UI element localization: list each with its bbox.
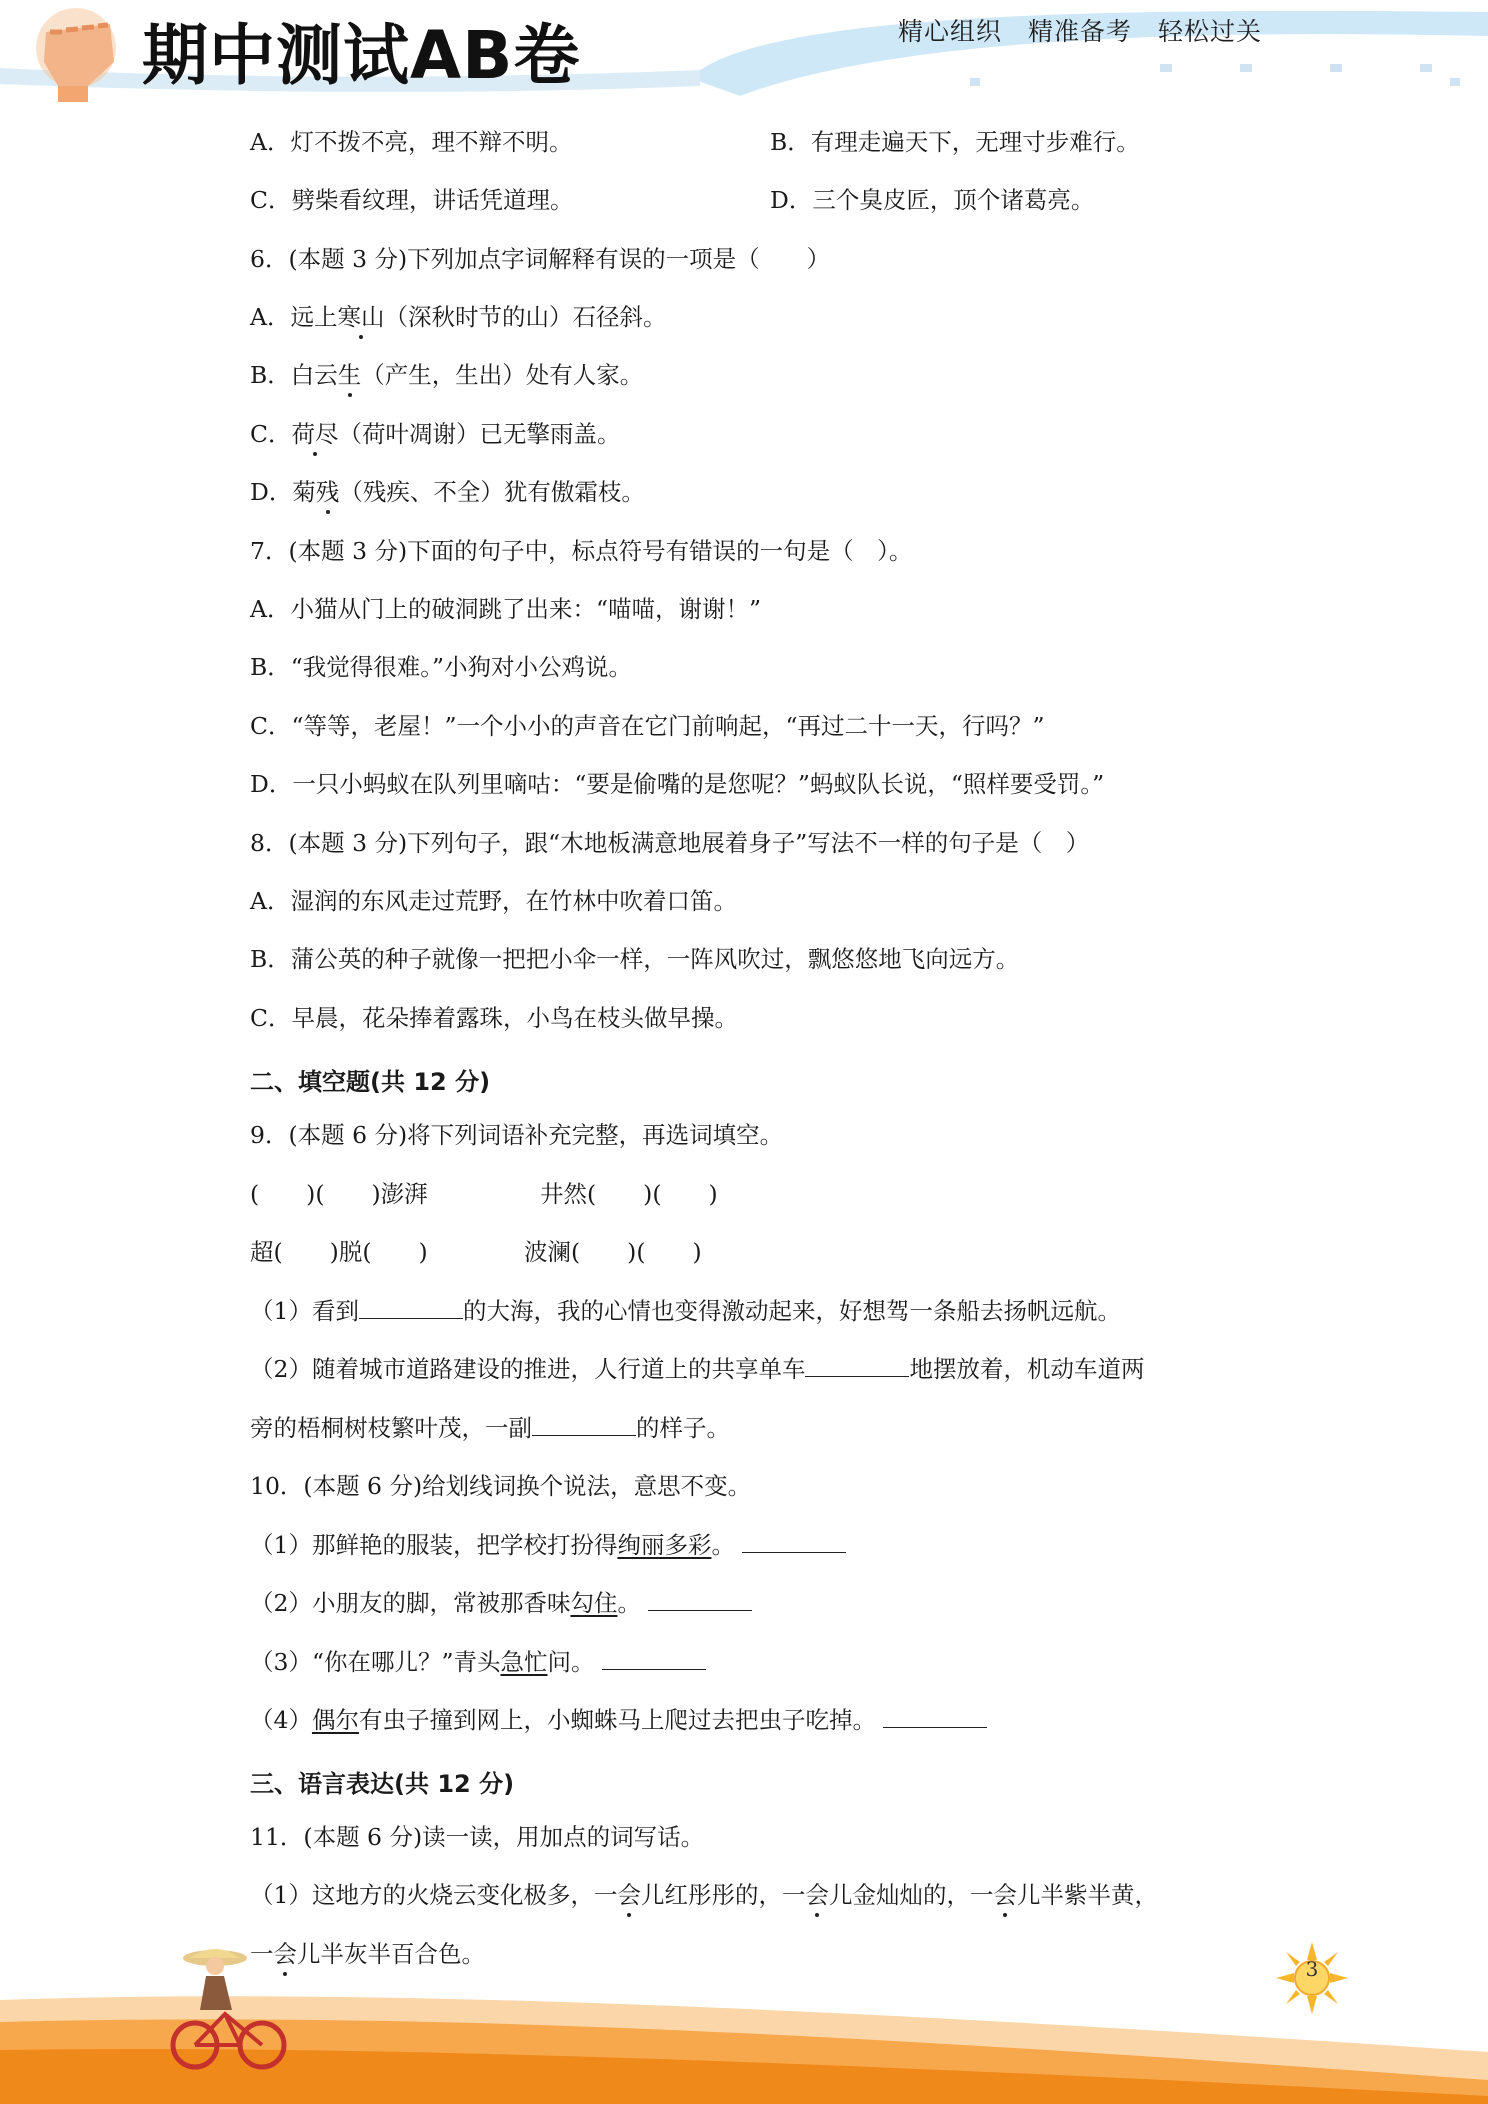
dotted-word: 寒山 <box>337 303 385 331</box>
q7-option-d: D．一只小蚂蚁在队列里嘀咕：“要是偷嘴的是您呢？”蚂蚁队长说，“照样要受罚。” <box>250 770 1105 798</box>
answer-blank[interactable] <box>602 1647 706 1670</box>
dotted-word: 一会儿 <box>593 1881 665 1909</box>
q6-option-b: B．白云生（产生，生出）处有人家。 <box>250 361 644 389</box>
underlined-word: 急忙 <box>500 1648 548 1676</box>
q10-item-1: （1）那鲜艳的服装，把学校打扮得绚丽多彩。 <box>250 1530 846 1560</box>
header-slogan: 精心组织 精准备考 轻松过关 <box>898 17 1263 46</box>
q8-option-b: B．蒲公英的种子就像一把把小伞一样，一阵风吹过，飘悠悠地飞向远方。 <box>250 945 1020 973</box>
q8-stem: 8．(本题 3 分)下列句子，跟“木地板满意地展着身子”写法不一样的句子是（ ） <box>250 829 1090 857</box>
q9-word-2: 井然( )( ) <box>540 1180 718 1208</box>
underlined-word: 绚丽多彩 <box>617 1531 712 1559</box>
fist-logo-icon <box>18 2 138 102</box>
q5-option-b: B．有理走遍天下，无理寸步难行。 <box>770 128 1140 156</box>
q6-option-c: C．荷尽（荷叶凋谢）已无擎雨盖。 <box>250 420 621 448</box>
q11-sentence-1: （1）这地方的火烧云变化极多，一会儿红彤彤的，一会儿金灿灿的，一会儿半紫半黄， <box>250 1881 1158 1909</box>
q11-sentence-1-cont: 一会儿半灰半百合色。 <box>250 1940 485 1968</box>
q9-sentence-2: （2）随着城市道路建设的推进，人行道上的共享单车 地摆放着，机动车道两 <box>250 1355 1145 1383</box>
q5-option-a: A．灯不拨不亮，理不辩不明。 <box>250 128 573 156</box>
answer-blank[interactable] <box>532 1413 636 1436</box>
q6-option-a: A．远上寒山（深秋时节的山）石径斜。 <box>250 303 667 331</box>
section-heading-expression: 三、语言表达(共 12 分) <box>250 1770 515 1798</box>
q7-option-a: A．小猫从门上的破洞跳了出来：“喵喵，谢谢！” <box>250 595 761 623</box>
q9-sentence-2-cont: 旁的梧桐树枝繁叶茂，一副 的样子。 <box>250 1414 730 1442</box>
dotted-word: 一会儿 <box>781 1881 853 1909</box>
page-number: 3 <box>1305 1957 1319 1981</box>
q6-option-d: D．菊残（残疾、不全）犹有傲霜枝。 <box>250 478 645 506</box>
q9-word-3: 超( )脱( ) <box>250 1238 428 1266</box>
dotted-word: 荷尽 <box>291 420 339 448</box>
q8-option-c: C．早晨，花朵捧着露珠，小鸟在枝头做早操。 <box>250 1004 738 1032</box>
footer-decoration <box>0 1884 1488 2104</box>
answer-blank[interactable] <box>742 1530 846 1553</box>
q10-item-2: （2）小朋友的脚，常被那香味勾住。 <box>250 1588 752 1618</box>
section-heading-fill-blank: 二、填空题(共 12 分) <box>250 1068 491 1096</box>
header-title: 期中测试AB卷 <box>142 17 581 94</box>
q7-stem: 7．(本题 3 分)下面的句子中，标点符号有错误的一句是（ ）。 <box>250 537 913 565</box>
q10-item-3: （3）“你在哪儿？”青头急忙问。 <box>250 1647 706 1677</box>
q5-option-d: D．三个臭皮匠，顶个诸葛亮。 <box>770 186 1095 214</box>
q7-option-c: C．“等等，老屋！”一个小小的声音在它门前响起，“再过二十一天，行吗？” <box>250 712 1045 740</box>
q5-option-c: C．劈柴看纹理，讲话凭道理。 <box>250 186 574 214</box>
underlined-word: 偶尔 <box>311 1706 359 1734</box>
q10-item-4: （4）偶尔有虫子撞到网上，小蜘蛛马上爬过去把虫子吃掉。 <box>250 1705 987 1735</box>
q7-option-b: B．“我觉得很难。”小狗对小公鸡说。 <box>250 653 633 681</box>
q9-word-1: ( )( )澎湃 <box>250 1180 428 1208</box>
answer-blank[interactable] <box>648 1588 752 1611</box>
answer-blank[interactable] <box>359 1296 463 1319</box>
q10-stem: 10．(本题 6 分)给划线词换个说法，意思不变。 <box>250 1472 752 1500</box>
dotted-word: 残 <box>315 478 340 506</box>
q9-stem: 9．(本题 6 分)将下列词语补充完整，再选词填空。 <box>250 1121 784 1149</box>
dotted-word: 生 <box>337 361 362 389</box>
dotted-word: 一会儿 <box>969 1881 1041 1909</box>
q8-option-a: A．湿润的东风走过荒野，在竹林中吹着口笛。 <box>250 887 737 915</box>
q9-sentence-1: （1）看到 的大海，我的心情也变得激动起来，好想驾一条船去扬帆远航。 <box>250 1297 1121 1325</box>
answer-blank[interactable] <box>883 1705 987 1728</box>
q11-stem: 11．(本题 6 分)读一读，用加点的词写话。 <box>250 1823 705 1851</box>
answer-blank[interactable] <box>805 1354 909 1377</box>
underlined-word: 勾住 <box>570 1589 618 1617</box>
dotted-word: 一会儿 <box>250 1940 321 1968</box>
q6-stem: 6．(本题 3 分)下列加点字词解释有误的一项是（ ） <box>250 245 831 273</box>
q9-word-4: 波澜( )( ) <box>524 1238 702 1266</box>
page-header <box>0 0 1488 100</box>
